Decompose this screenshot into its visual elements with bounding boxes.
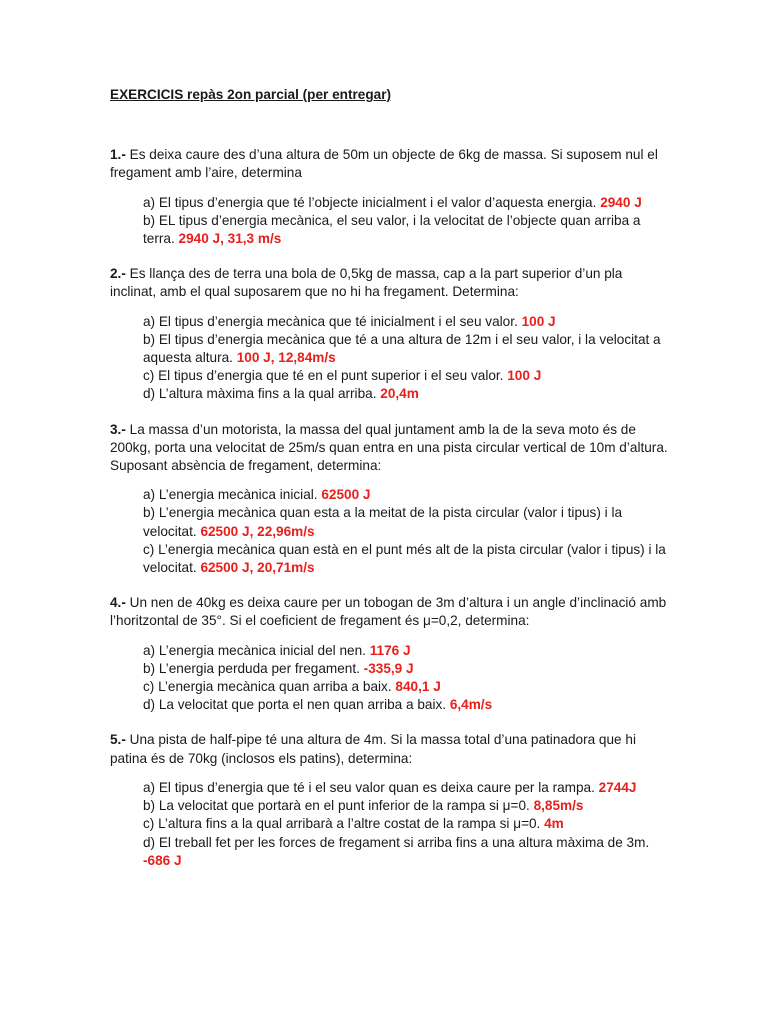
question-item: [143, 313, 670, 331]
exercise-statement-text: Es deixa caure des d’una altura de 50m un objecte de 6kg de massa. Si suposem nul el fregament amb l’aire, determina: [110, 147, 658, 181]
question-text: b) EL tipus d’energia mecànica, el seu valor, i la velocitat de l’objecte quan arriba a terra.: [143, 212, 641, 247]
answer-text: 2940 J, 31,3 m/s: [178, 231, 282, 247]
question-item: [143, 541, 670, 577]
question-text: c) L’energia mecànica quan arriba a baix.: [143, 679, 392, 695]
answer-text: 1176 J: [369, 642, 411, 658]
exercise-number: 4.-: [110, 595, 126, 611]
question-item: [143, 779, 670, 797]
question-list: [110, 642, 670, 715]
answer-text: 2744J: [598, 779, 637, 795]
question-item: [143, 642, 670, 660]
exercise-statement: [110, 731, 670, 767]
exercise-statement-text: Una pista de half-pipe té una altura de 4m. Si la massa total d’una patinadora que hi patina és de 70kg (inclosos els patins), determina:: [110, 732, 636, 766]
document-page: [110, 86, 670, 887]
question-list: [110, 194, 670, 249]
answer-text: 2940 J: [600, 194, 642, 210]
question-text: a) El tipus d’energia que té l’objecte inicialment i el valor d’aquesta energia.: [143, 194, 597, 210]
question-text: c) L’altura fins a la qual arribarà a l’altre costat de la rampa si μ=0.: [143, 816, 541, 832]
exercise-number: 3.-: [110, 421, 126, 437]
question-text: a) L’energia mecànica inicial.: [143, 487, 318, 503]
question-item: [143, 815, 670, 833]
answer-text: 62500 J: [321, 487, 371, 503]
question-text: b) El tipus d’energia mecànica que té a una altura de 12m i el seu valor, i la velocitat a aquesta altura.: [143, 331, 661, 366]
exercise-statement: [110, 146, 670, 182]
document-title: EXERCICIS repàs 2on parcial (per entregar): [110, 87, 392, 102]
answer-text: 6,4m/s: [449, 697, 493, 713]
exercise-number: 5.-: [110, 732, 126, 748]
question-item: [143, 660, 670, 678]
answer-text: 20,4m: [380, 386, 419, 402]
answer-text: 8,85m/s: [533, 798, 584, 814]
answer-text: 4m: [544, 816, 564, 832]
exercise-statement: [110, 265, 670, 301]
question-text: c) El tipus d’energia que té en el punt superior i el seu valor.: [143, 368, 504, 384]
question-item: [143, 678, 670, 696]
question-text: d) El treball fet per les forces de fregament si arriba fins a una altura màxima de 3m.: [143, 834, 650, 850]
exercise-statement-text: La massa d’un motorista, la massa del qual juntament amb la de la seva moto és de 200kg, porta una velocitat de 25m/s quan entra en una pista circular vertical de 10m d’altura. Suposant absència de fregament, determina:: [110, 421, 668, 474]
question-item: [143, 385, 670, 403]
exercise-1: [110, 146, 670, 248]
exercise-number: 2.-: [110, 266, 126, 282]
question-item: [143, 194, 670, 212]
answer-text: 100 J: [521, 313, 556, 329]
question-item: [143, 331, 670, 367]
question-item: [143, 486, 670, 504]
exercise-number: 1.-: [110, 147, 126, 163]
answer-text: 62500 J, 22,96m/s: [200, 523, 315, 539]
answer-text: -686 J: [143, 852, 182, 868]
question-list: [110, 313, 670, 404]
exercise-2: [110, 265, 670, 403]
question-item: [143, 696, 670, 714]
question-text: d) La velocitat que porta el nen quan arriba a baix.: [143, 697, 447, 713]
exercise-statement-text: Es llança des de terra una bola de 0,5kg de massa, cap a la part superior d’un pla inclinat, amb el qual suposarem que no hi ha fregament. Determina:: [110, 266, 623, 300]
answer-text: 62500 J, 20,71m/s: [200, 560, 315, 576]
answer-text: 100 J: [507, 368, 542, 384]
exercise-statement: [110, 421, 670, 476]
question-item: [143, 212, 670, 248]
question-text: c) L’energia mecànica quan està en el punt més alt de la pista circular (valor i tipus) i la velocitat.: [143, 541, 666, 576]
question-text: b) La velocitat que portarà en el punt inferior de la rampa si μ=0.: [143, 798, 530, 814]
exercise-list: [110, 146, 670, 870]
question-text: d) L’altura màxima fins a la qual arriba.: [143, 386, 377, 402]
exercise-3: [110, 421, 670, 578]
question-text: b) L’energia perduda per fregament.: [143, 660, 360, 676]
answer-text: 840,1 J: [395, 679, 441, 695]
question-item: [143, 367, 670, 385]
question-text: a) L’energia mecànica inicial del nen.: [143, 642, 366, 658]
question-item: [143, 797, 670, 815]
question-list: [110, 486, 670, 577]
answer-text: 100 J, 12,84m/s: [236, 350, 336, 366]
exercise-statement-text: Un nen de 40kg es deixa caure per un tobogan de 3m d’altura i un angle d’inclinació amb l’horitzontal de 35°. Si el coeficient de fregament és μ=0,2, determina:: [110, 595, 667, 629]
question-text: b) L’energia mecànica quan esta a la meitat de la pista circular (valor i tipus) i la velocitat.: [143, 505, 623, 539]
question-text: a) El tipus d’energia que té i el seu valor quan es deixa caure per la rampa.: [143, 779, 595, 795]
exercise-5: [110, 731, 670, 869]
question-list: [110, 779, 670, 870]
answer-text: -335,9 J: [363, 660, 414, 676]
question-text: a) El tipus d’energia mecànica que té inicialment i el seu valor.: [143, 313, 518, 329]
exercise-4: [110, 594, 670, 714]
question-item: [143, 834, 670, 870]
exercise-statement: [110, 594, 670, 630]
question-item: [143, 504, 670, 540]
